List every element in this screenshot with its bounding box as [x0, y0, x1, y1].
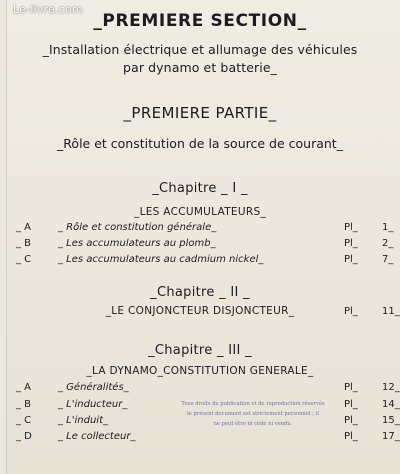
toc-row-page: 11_: [382, 306, 400, 317]
toc-row-page: 12_: [382, 382, 400, 393]
toc-row-plate: Pl_: [344, 431, 358, 442]
section-subtitle-line1: _Installation électrique et allumage des véhicules: [42, 42, 358, 57]
copyright-stamp: [169, 399, 337, 429]
toc-row-letter: _ A: [16, 222, 32, 233]
part-subtitle: _Rôle et constitution de la source de courant_: [57, 136, 343, 151]
toc-row-plate: Pl_: [344, 415, 358, 426]
toc-row-letter: _ C: [16, 254, 32, 265]
toc-row: [0, 382, 400, 396]
section-subtitle-line2: par dynamo et batterie_: [123, 60, 277, 75]
toc-row-plate: Pl_: [344, 399, 358, 410]
toc-row-plate: Pl_: [344, 222, 358, 233]
stamp-line: le présent document est strictement personnel ; il: [187, 411, 319, 417]
toc-row-page: 14_: [382, 399, 400, 410]
chapter3-subtitle: _LA DYNAMO_CONSTITUTION GENERALE_: [86, 365, 314, 377]
toc-row: [0, 254, 400, 268]
toc-row: [0, 222, 400, 236]
toc-row: [0, 431, 400, 445]
toc-row-text: _ Les accumulateurs au cadmium nickel_: [58, 254, 264, 265]
chapter2-subtitle: _LE CONJONCTEUR DISJONCTEUR_: [105, 305, 295, 317]
toc-row-text: _ L'induit_: [58, 415, 108, 426]
watermark: Le-livre.com: [13, 3, 83, 16]
toc-row-text: _ Rôle et constitution générale_: [58, 222, 217, 233]
toc-row: [0, 238, 400, 252]
toc-row-letter: _ A: [16, 382, 32, 393]
toc-row-letter: _ D: [16, 431, 32, 442]
chapter1-heading: _Chapitre _ I _: [152, 181, 248, 196]
toc-row-text: _ Le collecteur_: [58, 431, 136, 442]
toc-row-text: _ Généralités_: [58, 382, 129, 393]
toc-row-plate: Pl_: [344, 382, 358, 393]
stamp-line: ne peut être ni cédé ni vendu.: [213, 421, 293, 427]
toc-row-page: 7_: [382, 254, 394, 265]
toc-row-page: 2_: [382, 238, 394, 249]
chapter2-heading: _Chapitre _ II _: [150, 285, 250, 300]
chapter1-subtitle: _LES ACCUMULATEURS_: [134, 206, 266, 218]
toc-row-plate: Pl_: [344, 254, 358, 265]
toc-row-letter: _ B: [16, 238, 32, 249]
section-title: _PREMIERE SECTION_: [93, 11, 307, 31]
toc-row-text: _ L'inducteur_: [58, 399, 128, 410]
stamp-line: Tous droits de publication et de reproduction réservés: [181, 401, 325, 407]
toc-row-page: 17_: [382, 431, 400, 442]
chapter3-heading: _Chapitre _ III _: [148, 343, 252, 358]
part-title: _PREMIERE PARTIE_: [123, 104, 277, 122]
toc-row-plate: Pl_: [344, 306, 358, 317]
toc-row-page: 1_: [382, 222, 394, 233]
toc-row-text: _ Les accumulateurs au plomb_: [58, 238, 216, 249]
toc-row-letter: _ C: [16, 415, 32, 426]
toc-row-page: 15_: [382, 415, 400, 426]
toc-row-plate: Pl_: [344, 238, 358, 249]
toc-row: [0, 306, 400, 320]
toc-row-letter: _ B: [16, 399, 32, 410]
